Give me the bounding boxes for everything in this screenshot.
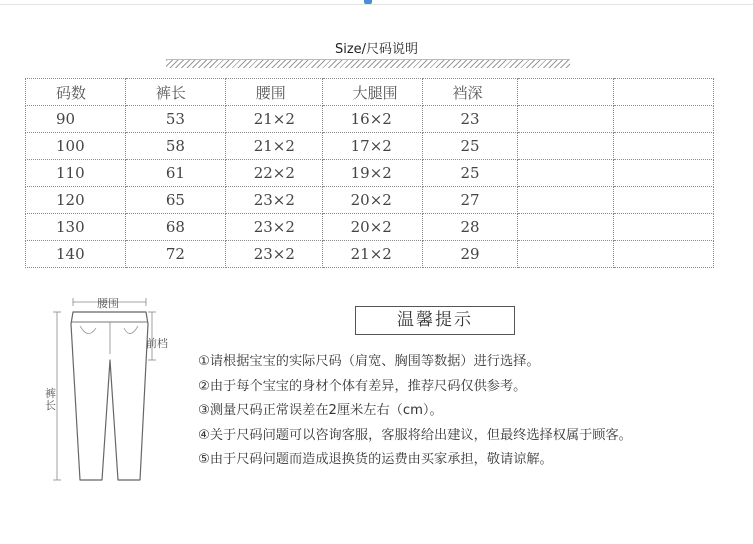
cell-empty <box>614 214 714 241</box>
tip-item: ⑤由于尺码问题而造成退换货的运费由买家承担，敬请谅解。 <box>198 452 553 467</box>
cell-rise: 28 <box>422 214 518 241</box>
cell-empty <box>518 160 614 187</box>
size-table <box>25 78 714 268</box>
tips-title: 温馨提示 <box>355 306 515 335</box>
cell-size: 120 <box>26 187 126 214</box>
cell-waist: 23×2 <box>225 214 322 241</box>
cell-thigh: 21×2 <box>322 241 422 268</box>
header-rise: 裆深 <box>422 79 518 106</box>
header-empty <box>518 79 614 106</box>
title-hatch-divider <box>166 59 570 68</box>
cell-length: 61 <box>125 160 225 187</box>
cell-empty <box>518 214 614 241</box>
cell-rise: 27 <box>422 187 518 214</box>
top-divider <box>0 0 753 5</box>
cell-length: 68 <box>125 214 225 241</box>
header-size: 码数 <box>26 79 126 106</box>
tip-item: ④关于尺码问题可以咨询客服，客服将给出建议，但最终选择权属于顾客。 <box>198 427 632 443</box>
cell-waist: 22×2 <box>225 160 322 187</box>
cell-waist: 23×2 <box>225 241 322 268</box>
cell-length: 58 <box>125 133 225 160</box>
header-empty <box>614 79 714 106</box>
cell-waist: 23×2 <box>225 187 322 214</box>
table-row <box>26 187 714 214</box>
header-thigh: 大腿围 <box>322 79 422 106</box>
cell-size: 100 <box>26 133 126 160</box>
cell-thigh: 20×2 <box>322 187 422 214</box>
table-row <box>26 241 714 268</box>
cell-waist: 21×2 <box>225 106 322 133</box>
pants-outline-icon <box>40 290 180 520</box>
top-accent-marker <box>364 0 372 4</box>
pants-measurement-diagram <box>40 290 180 520</box>
length-label: 裤长 <box>45 387 56 412</box>
cell-rise: 29 <box>422 241 518 268</box>
tip-item: ③测量尺码正常误差在2厘米左右（cm）。 <box>198 403 443 418</box>
cell-thigh: 16×2 <box>322 106 422 133</box>
header-length: 裤长 <box>125 79 225 106</box>
cell-size: 110 <box>26 160 126 187</box>
cell-empty <box>518 133 614 160</box>
table-row <box>26 160 714 187</box>
waist-label: 腰围 <box>97 297 119 310</box>
rise-label: 前档 <box>146 337 168 350</box>
header-waist: 腰围 <box>225 79 322 106</box>
cell-empty <box>614 106 714 133</box>
cell-rise: 23 <box>422 106 518 133</box>
cell-empty <box>518 106 614 133</box>
cell-size: 140 <box>26 241 126 268</box>
cell-size: 130 <box>26 214 126 241</box>
cell-length: 53 <box>125 106 225 133</box>
cell-waist: 21×2 <box>225 133 322 160</box>
tips-list <box>198 350 748 473</box>
cell-length: 65 <box>125 187 225 214</box>
table-row <box>26 214 714 241</box>
table-header-row <box>26 79 714 106</box>
cell-thigh: 20×2 <box>322 214 422 241</box>
cell-empty <box>614 187 714 214</box>
cell-empty <box>614 160 714 187</box>
cell-rise: 25 <box>422 160 518 187</box>
cell-thigh: 17×2 <box>322 133 422 160</box>
table-row <box>26 133 714 160</box>
cell-empty <box>614 241 714 268</box>
cell-size: 90 <box>26 106 126 133</box>
cell-empty <box>518 241 614 268</box>
tip-item: ②由于每个宝宝的身材个体有差异，推荐尺码仅供参考。 <box>198 378 527 394</box>
table-row <box>26 106 714 133</box>
size-chart-title: Size/尺码说明 <box>334 42 419 57</box>
cell-empty <box>518 187 614 214</box>
cell-empty <box>614 133 714 160</box>
cell-length: 72 <box>125 241 225 268</box>
tip-item: ①请根据宝宝的实际尺码（肩宽、胸围等数据）进行选择。 <box>198 354 540 369</box>
cell-rise: 25 <box>422 133 518 160</box>
cell-thigh: 19×2 <box>322 160 422 187</box>
